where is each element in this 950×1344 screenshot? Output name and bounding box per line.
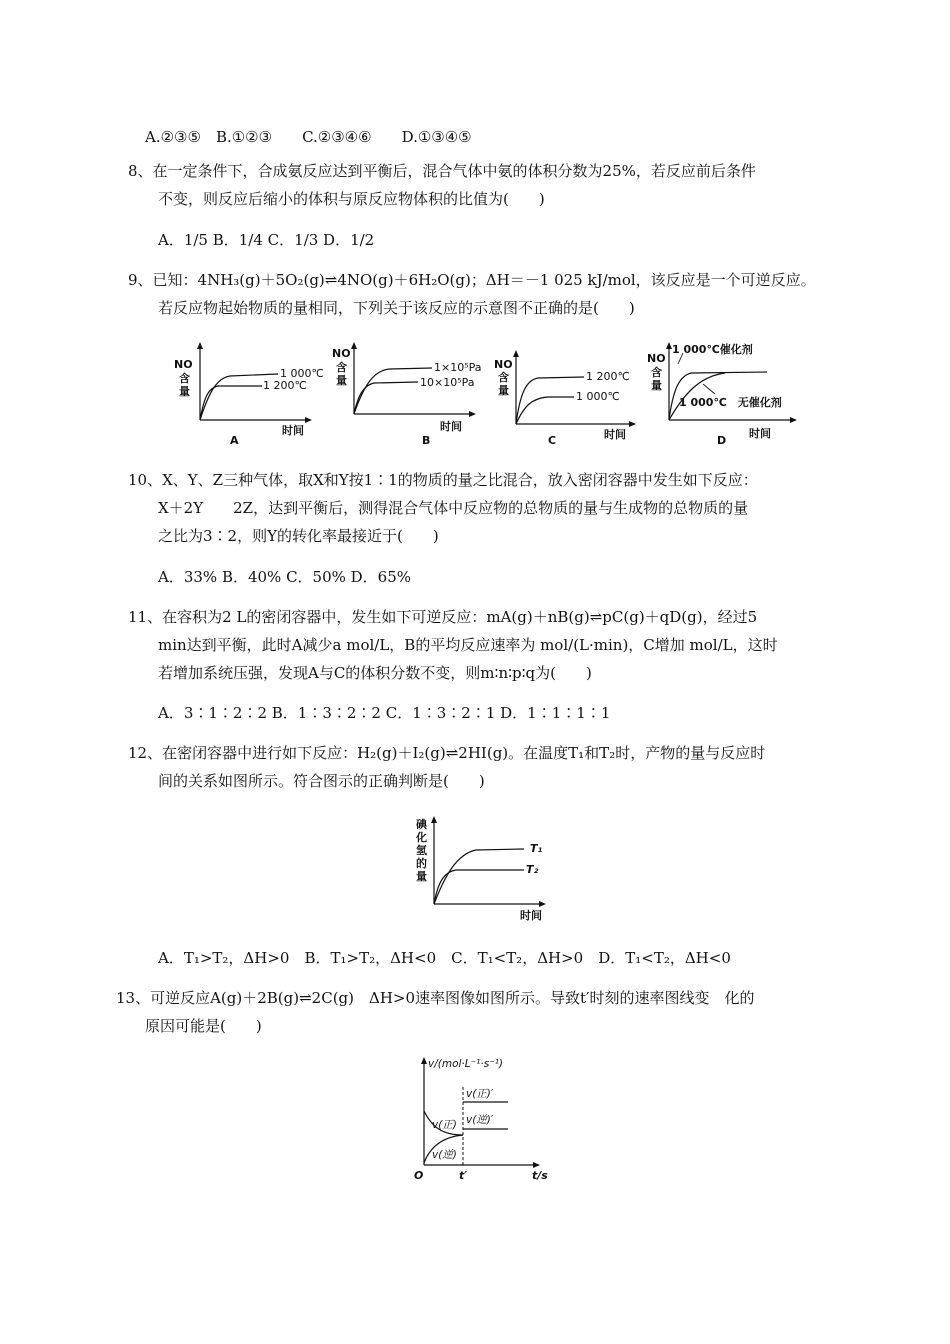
q9-graph-a-ylabel-no: NO — [174, 358, 193, 371]
q9-graph-c-curve-lower — [516, 397, 574, 424]
q13-graph-x-arrow — [533, 1162, 540, 1168]
q9-stem-line2: 若反应物起始物质的量相同，下列关于该反应的示意图不正确的是( ) — [158, 299, 635, 317]
q10-options: A．33% B．40% C．50% D．65% — [158, 568, 412, 586]
q13-graph-label-vfwd2: v(正)′ — [466, 1088, 494, 1100]
q13-graph-origin: O — [414, 1169, 424, 1182]
q9-graph-c-label-upper: 1 200℃ — [586, 370, 630, 383]
q9-graph-a-curve-lower — [200, 386, 262, 420]
q9-graph-a-letter: A — [230, 434, 239, 447]
q9-graph-a — [170, 340, 324, 448]
q12-graph — [412, 812, 558, 924]
q13-stem-line1: 13、可逆反应A(g)＋2B(g)⇌2C(g) ΔH>0速率图像如图所示。导致t′时刻的速率图线变 化的 — [116, 989, 755, 1007]
q11-stem-line2: min达到平衡，此时A减少a mol/L，B的平均反应速率为 mol/(L·min)，C增加 mol/L，这时 — [158, 636, 778, 654]
q12-stem-line2: 间的关系如图所示。符合图示的正确判断是( ) — [158, 772, 485, 790]
q12-graph-label-t2: T₂ — [526, 863, 539, 876]
q8-stem-line2: 不变，则反应后缩小的体积与原反应物体积的比值为( ) — [158, 190, 545, 208]
q9-graph-d-x-arrow — [790, 417, 797, 423]
q9-graph-b-x-arrow — [469, 411, 476, 417]
q12-graph-ylabel-c3: 氢 — [416, 844, 427, 857]
q9-graph-b-curve-upper — [354, 368, 432, 414]
q12-graph-x-arrow — [539, 901, 546, 907]
q9-graph-b-y-arrow — [351, 342, 357, 349]
q9-graph-c-ylabel-no: NO — [494, 358, 513, 371]
q13-graph-xlabel: t/s — [532, 1169, 548, 1182]
q9-graph-c-ylabel-c2: 量 — [498, 384, 509, 397]
q9-graph-a-y-arrow — [197, 342, 203, 349]
q9-graph-b-ylabel-no: NO — [332, 347, 351, 360]
q9-graph-c-y-arrow — [513, 350, 519, 357]
q9-graph-d-letter: D — [717, 434, 727, 447]
q9-graph-d-label-upper: 1 000℃催化剂 — [672, 343, 753, 356]
q12-options: A．T₁>T₂，ΔH>0 B．T₁>T₂，ΔH<0 C．T₁<T₂，ΔH>0 D．T₁<T₂，ΔH<0 — [158, 949, 731, 967]
q11-options: A．3∶1∶2∶2 B．1∶3∶2∶2 C．1∶3∶2∶1 D．1∶1∶1∶1 — [158, 704, 611, 722]
q9-graph-b — [330, 340, 490, 448]
q7-options: A.②③⑤ B.①②③ C.②③④⑥ D.①③④⑤ — [145, 128, 472, 146]
q9-graph-a-xlabel: 时间 — [282, 424, 304, 437]
q13-graph-y-arrow — [421, 1057, 427, 1064]
q9-graph-b-curve-lower — [354, 382, 418, 414]
q13-graph — [410, 1055, 560, 1185]
q9-graph-d — [645, 340, 805, 448]
q11-stem-line1: 11、在容积为2 L的密闭容器中，发生如下可逆反应：mA(g)＋nB(g)⇌pC(g)＋qD(g)，经过5 — [128, 608, 758, 626]
q13-graph-tprime: t′ — [459, 1169, 468, 1182]
q9-graph-a-ylabel-c1: 含 — [179, 372, 190, 385]
q13-graph-ylabel: v/(mol·L⁻¹·s⁻¹) — [428, 1058, 504, 1070]
q9-graph-c-curve-upper — [516, 377, 584, 424]
q12-graph-ylabel-c1: 碘 — [416, 818, 427, 831]
q9-graph-d-xlabel: 时间 — [749, 427, 771, 440]
q10-stem-line2: X＋2Y 2Z，达到平衡后，测得混合气体中反应物的总物质的量与生成物的总物质的量 — [158, 499, 749, 517]
q9-graph-a-label-lower: 1 200℃ — [263, 379, 307, 392]
q9-graph-d-ylabel-no: NO — [647, 352, 666, 365]
q9-graph-b-ylabel-c1: 含 — [336, 361, 347, 374]
q12-graph-ylabel-c5: 量 — [416, 870, 427, 883]
q9-graph-c-x-arrow — [629, 421, 636, 427]
q12-graph-xlabel: 时间 — [520, 909, 542, 922]
q9-graph-d-leader-lower — [703, 384, 715, 394]
q9-graph-b-ylabel-c2: 量 — [336, 374, 347, 387]
q13-graph-label-vfwd: v(正) — [432, 1119, 457, 1131]
q9-graph-b-letter: B — [422, 434, 431, 447]
q8-stem-line1: 8、在一定条件下，合成氨反应达到平衡后，混合气体中氨的体积分数为25%，若反应前后条件 — [128, 162, 756, 180]
q9-graph-b-label-lower: 10×10⁵Pa — [420, 376, 475, 389]
q9-graph-c-xlabel: 时间 — [604, 428, 626, 441]
q9-graph-d-ylabel-c1: 含 — [651, 366, 662, 379]
q8-options: A．1/5 B．1/4 C．1/3 D．1/2 — [158, 231, 375, 249]
q13-graph-label-vrev2: v(逆)′ — [466, 1114, 494, 1126]
q11-stem-line3: 若增加系统压强，发现A与C的体积分数不变，则m∶n∶p∶q为( ) — [158, 664, 592, 682]
q12-graph-ylabel-c4: 的 — [416, 857, 427, 870]
q12-graph-y-arrow — [431, 816, 437, 823]
q12-stem-line1: 12、在密闭容器中进行如下反应：H₂(g)＋I₂(g)⇌2HI(g)。在温度T₁和T₂时，产物的量与反应时 — [128, 744, 766, 762]
q9-graph-c-ylabel-c1: 含 — [498, 371, 509, 384]
q10-stem-line1: 10、X、Y、Z三种气体，取X和Y按1∶1的物质的量之比混合，放入密闭容器中发生如下反应： — [128, 471, 758, 489]
q9-graph-a-label-upper: 1 000℃ — [280, 367, 324, 380]
q12-graph-curve-t1 — [434, 849, 524, 904]
q9-graph-d-ylabel-c2: 量 — [651, 379, 662, 392]
q12-graph-ylabel-c2: 化 — [416, 831, 427, 844]
q9-graph-c-label-lower: 1 000℃ — [576, 390, 620, 403]
q13-graph-label-vrev: v(逆) — [432, 1149, 457, 1161]
q9-graph-d-label-lower: 1 000℃ 无催化剂 — [679, 396, 782, 409]
q9-graph-a-x-arrow — [305, 417, 312, 423]
q9-graph-a-ylabel-c2: 量 — [179, 385, 190, 398]
q9-graph-b-xlabel: 时间 — [440, 420, 462, 433]
q9-graph-c — [492, 344, 642, 448]
q9-graph-b-label-upper: 1×10⁵Pa — [434, 361, 482, 374]
q9-graph-c-letter: C — [548, 434, 557, 447]
q13-stem-line2: 原因可能是( ) — [145, 1017, 262, 1035]
q12-graph-label-t1: T₁ — [530, 842, 543, 855]
q10-stem-line3: 之比为3∶2，则Y的转化率最接近于( ) — [158, 527, 439, 545]
q9-stem-line1: 9、已知：4NH₃(g)＋5O₂(g)⇌4NO(g)＋6H₂O(g)；ΔH＝－1 025 kJ/mol，该反应是一个可逆反应。 — [128, 271, 816, 289]
